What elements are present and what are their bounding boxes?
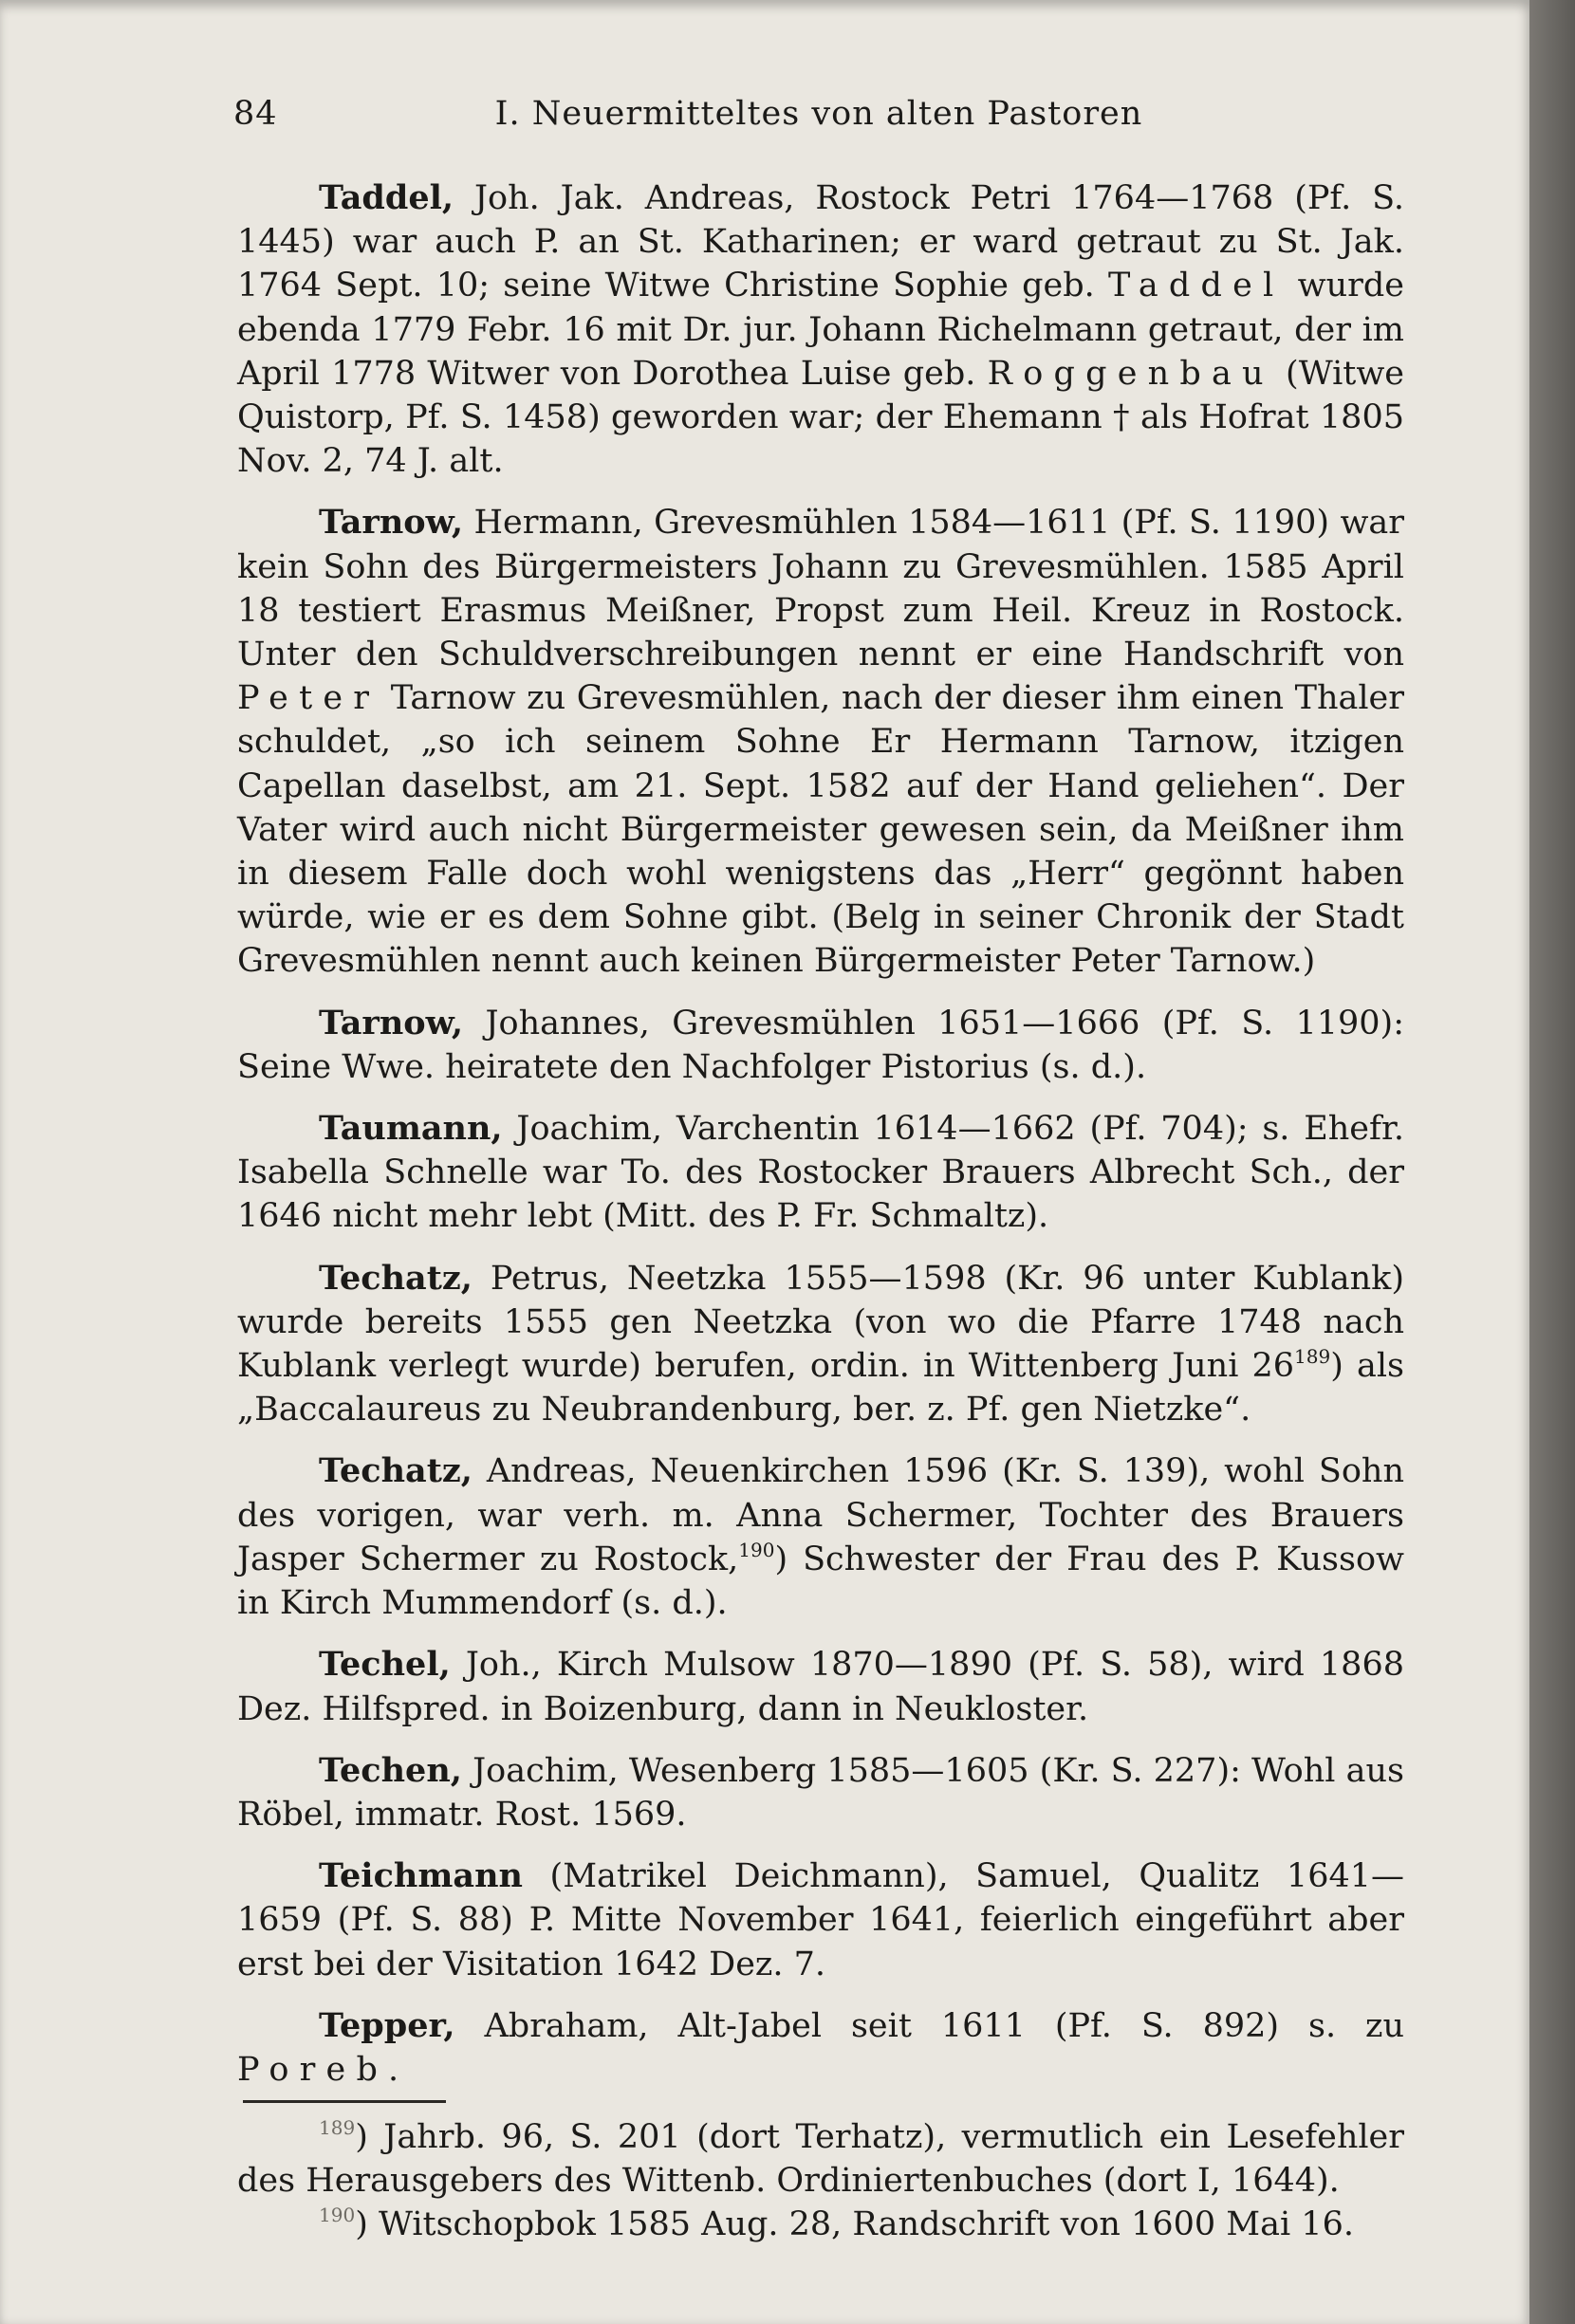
- footnote-ref[interactable]: 190: [738, 1538, 775, 1561]
- entry-tepper: [237, 2004, 1404, 2092]
- entry-text: Joachim, Varchentin 1614—1662 (Pf. 704); s. Ehefr. Isabella Schnelle war To. des Rostocker Brauers Albrecht Sch., der 1646 nicht mehr lebt (Mitt. des P. Fr. Schmaltz).: [237, 1110, 1404, 1236]
- entry-text: Andreas, Neuenkirchen 1596 (Kr. S. 139), wohl Sohn des vorigen, war verh. m. Anna Schermer, Tochter des Brauers Jasper Schermer zu Rostock,: [237, 1452, 1404, 1578]
- entry-name: Teichmann: [319, 1856, 523, 1896]
- entry-text: Petrus, Neetzka 1555—1598 (Kr. 96 unter Kublank) wurde bereits 1555 gen Neetzka (von wo die Pfarre 1748 nach Kublank verlegt wurde) berufen, ordin. in Wittenberg Juni 26: [237, 1259, 1404, 1386]
- footnote-mark: 189: [319, 2116, 356, 2139]
- running-title: I. Neuermitteltes von alten Pastoren: [494, 95, 1143, 133]
- entry-techatz-andreas: [237, 1449, 1404, 1625]
- page-edge: [1529, 0, 1575, 2324]
- footnote-190: [237, 2203, 1404, 2246]
- page-header: [233, 95, 1404, 152]
- entry-name: Tarnow,: [319, 1003, 464, 1042]
- entry-text: wurde ebenda 1779 Febr. 16 mit Dr. jur. Johann Richelmann getraut, der im April 1778 Witwer von Dorothea Luise geb.: [237, 267, 1404, 393]
- entry-name: Taddel,: [319, 178, 454, 217]
- entry-name: Techen,: [319, 1750, 462, 1790]
- entry-text: Joh. Jak. Andreas, Rostock Petri 1764—1768 (Pf. S. 1445) war auch P. an St. Katharinen; er ward getraut zu St. Jak. 1764 Sept. 10; seine Witwe Christine Sophie geb.: [237, 179, 1404, 305]
- spaced-name: Roggenbau: [987, 354, 1274, 393]
- footnote-mark: 190: [319, 2204, 356, 2227]
- footnote-rule: [243, 2100, 446, 2103]
- entry-text: ) als „Baccalaureus zu Neubrandenburg, ber. z. Pf. gen Nietzke“.: [237, 1347, 1404, 1429]
- entry-text: (Witwe Quistorp, Pf. S. 1458) geworden war; der Ehemann † als Hofrat 1805 Nov. 2, 74 J. alt.: [237, 354, 1405, 481]
- entry-tarnow-johannes: [237, 1002, 1404, 1089]
- footnote-ref[interactable]: 189: [1294, 1345, 1331, 1369]
- entry-name: Techel,: [319, 1645, 451, 1685]
- entry-text: Joh., Kirch Mulsow 1870—1890 (Pf. S. 58), wird 1868 Dez. Hilfspred. in Boizenburg, dann in Neukloster.: [237, 1646, 1404, 1728]
- entry-techel: [237, 1643, 1404, 1730]
- entry-text: Hermann, Grevesmühlen 1584—1611 (Pf. S. 1190) war kein Sohn des Bürgermeisters Johann zu Grevesmühlen. 1585 April 18 testiert Erasmus Meißner, Propst zum Heil. Kreuz in Rostock. Unter den Schuldverschreibungen nennt er eine Handschrift von: [237, 504, 1404, 674]
- entry-taddel: [237, 176, 1404, 483]
- entry-name: Techatz,: [319, 1451, 472, 1491]
- main-text: [237, 176, 1404, 2092]
- entry-text: ) Schwester der Frau des P. Kussow in Kirch Mummendorf (s. d.).: [237, 1540, 1404, 1623]
- entry-name: Taumann,: [319, 1109, 503, 1149]
- entry-taumann: [237, 1107, 1404, 1239]
- footnotes: [237, 2115, 1404, 2247]
- entry-name: Tarnow,: [319, 503, 464, 543]
- entry-text: Johannes, Grevesmühlen 1651—1666 (Pf. S. 1190): Seine Wwe. heiratete den Nachfolger Pistorius (s. d.).: [237, 1004, 1404, 1086]
- entry-techatz-petrus: [237, 1257, 1404, 1432]
- entry-name: Tepper,: [319, 2005, 455, 2045]
- entry-text: Joachim, Wesenberg 1585—1605 (Kr. S. 227): Wohl aus Röbel, immatr. Rost. 1569.: [237, 1751, 1404, 1834]
- spaced-name: Taddel: [1108, 267, 1285, 305]
- entry-tarnow-hermann: [237, 501, 1404, 983]
- spaced-name: Peter: [237, 679, 380, 718]
- entry-name: Techatz,: [319, 1258, 472, 1298]
- entry-text: Tarnow zu Grevesmühlen, nach der dieser ihm einen Thaler schuldet, „so ich seinem Sohne Er Hermann Tarnow, itzigen Capellan daselbst, am 21. Sept. 1582 auf der Hand geliehen“. Der Vater wird auch nicht Bürgermeister gewesen sein, da Meißner ihm in diesem Falle doch wohl wenigstens das „Herr“ gegönnt haben würde, wie er es dem Sohne gibt. (Belg in seiner Chronik der Stadt Grevesmühlen nennt auch keinen Bürgermeister Peter Tarnow.): [237, 679, 1404, 981]
- footnote-text: ) Jahrb. 96, S. 201 (dort Terhatz), vermutlich ein Lesefehler des Herausgebers des Wittenb. Ordiniertenbuches (dort I, 1644).: [237, 2118, 1404, 2201]
- entry-text: (Matrikel Deichmann), Samuel, Qualitz 1641—1659 (Pf. S. 88) P. Mitte November 1641, feierlich eingeführt aber erst bei der Visitation 1642 Dez. 7.: [237, 1857, 1404, 1983]
- footnote-189: [237, 2115, 1404, 2203]
- footnote-text: ) Witschopbok 1585 Aug. 28, Randschrift von 1600 Mai 16.: [355, 2205, 1354, 2244]
- spaced-name: Poreb.: [237, 2050, 410, 2089]
- entry-text: Abraham, Alt-Jabel seit 1611 (Pf. S. 892) s. zu: [454, 2006, 1404, 2045]
- entry-techen: [237, 1749, 1404, 1836]
- entry-teichmann: [237, 1854, 1404, 1986]
- page-number: 84: [233, 95, 278, 133]
